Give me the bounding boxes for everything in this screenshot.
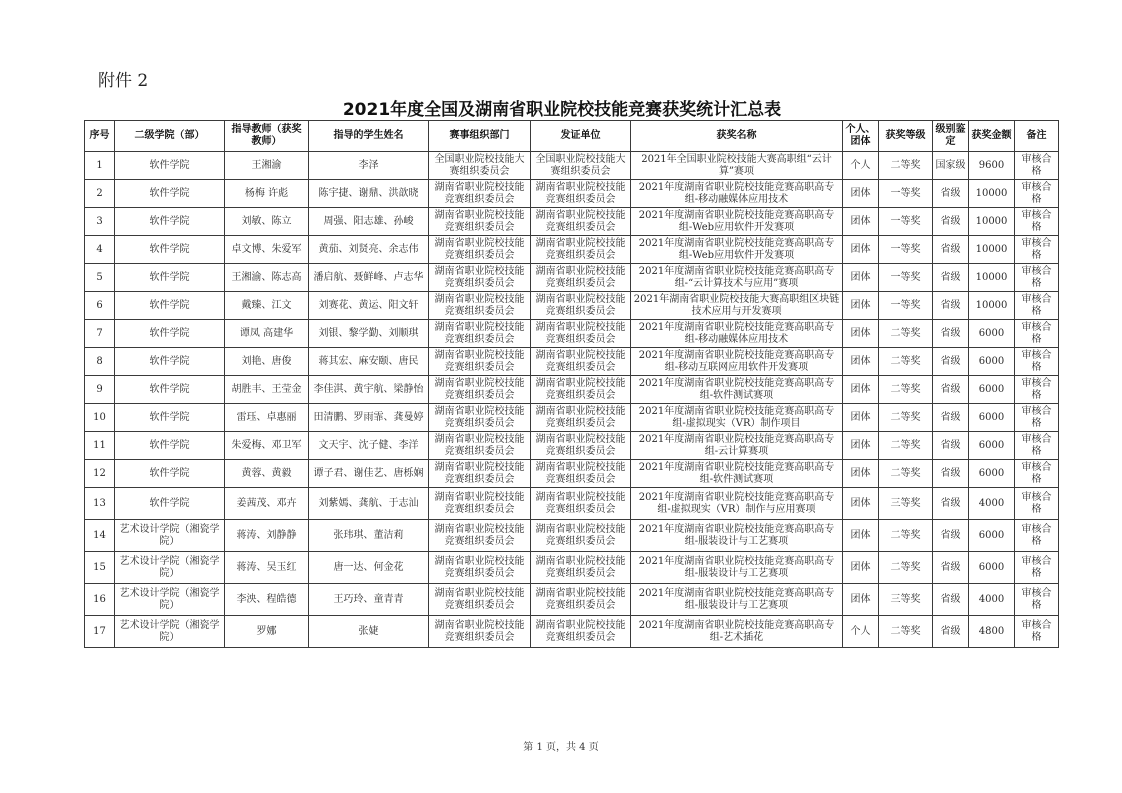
- cell-remark: 审核合格: [1015, 348, 1059, 376]
- table-row: [85, 152, 1059, 180]
- cell-level: 省级: [933, 180, 969, 208]
- cell-award: 2021年度湖南省职业院校技能竞赛高职高专组-艺术插花: [631, 616, 843, 648]
- cell-remark: 审核合格: [1015, 236, 1059, 264]
- cell-students: 周强、阳志雄、孙峻: [309, 208, 429, 236]
- cell-students: 潘启航、聂鲜峰、卢志华: [309, 264, 429, 292]
- cell-students: 张玮琪、董洁莉: [309, 520, 429, 552]
- cell-teachers: 刘艳、唐俊: [225, 348, 309, 376]
- cell-college: 艺术设计学院（湘瓷学院）: [115, 584, 225, 616]
- cell-issuer: 湖南省职业院校技能竞赛组织委员会: [531, 208, 631, 236]
- cell-organizer: 湖南省职业院校技能竞赛组织委员会: [429, 460, 531, 488]
- cell-type: 团体: [843, 376, 879, 404]
- cell-no: 5: [85, 264, 115, 292]
- cell-organizer: 全国职业院校技能大赛组织委员会: [429, 152, 531, 180]
- cell-students: 田清鹏、罗雨霏、龚曼婷: [309, 404, 429, 432]
- cell-teachers: 胡胜丰、王莹金: [225, 376, 309, 404]
- cell-award: 2021年度湖南省职业院校技能竞赛高职高专组-移动融媒体应用技术: [631, 180, 843, 208]
- table-row: [85, 236, 1059, 264]
- cell-grade: 三等奖: [879, 584, 933, 616]
- cell-remark: 审核合格: [1015, 376, 1059, 404]
- cell-level: 省级: [933, 520, 969, 552]
- cell-teachers: 王湘渝、陈志高: [225, 264, 309, 292]
- cell-no: 16: [85, 584, 115, 616]
- cell-award: 2021年度湖南省职业院校技能竞赛高职高专组-“云计算技术与应用”赛项: [631, 264, 843, 292]
- cell-students: 黄茄、刘贤亮、余志伟: [309, 236, 429, 264]
- cell-teachers: 杨梅 许彪: [225, 180, 309, 208]
- cell-award: 2021年度湖南省职业院校技能竞赛高职高专组-移动互联网应用软件开发赛项: [631, 348, 843, 376]
- cell-college: 软件学院: [115, 292, 225, 320]
- cell-no: 6: [85, 292, 115, 320]
- cell-amount: 6000: [969, 320, 1015, 348]
- cell-level: 省级: [933, 488, 969, 520]
- cell-organizer: 湖南省职业院校技能竞赛组织委员会: [429, 236, 531, 264]
- table-row: [85, 616, 1059, 648]
- cell-amount: 6000: [969, 552, 1015, 584]
- cell-students: 文天宇、沈子健、李洋: [309, 432, 429, 460]
- cell-grade: 二等奖: [879, 520, 933, 552]
- cell-award: 2021年全国职业院校技能大赛高职组“云计算”赛项: [631, 152, 843, 180]
- cell-grade: 一等奖: [879, 292, 933, 320]
- cell-grade: 二等奖: [879, 404, 933, 432]
- cell-level: 省级: [933, 616, 969, 648]
- cell-award: 2021年度湖南省职业院校技能竞赛高职高专组-服装设计与工艺赛项: [631, 584, 843, 616]
- cell-organizer: 湖南省职业院校技能竞赛组织委员会: [429, 376, 531, 404]
- cell-amount: 4800: [969, 616, 1015, 648]
- cell-issuer: 湖南省职业院校技能竞赛组织委员会: [531, 320, 631, 348]
- cell-teachers: 谭凤 高建华: [225, 320, 309, 348]
- cell-grade: 二等奖: [879, 460, 933, 488]
- cell-type: 团体: [843, 488, 879, 520]
- cell-college: 软件学院: [115, 488, 225, 520]
- cell-level: 省级: [933, 584, 969, 616]
- cell-grade: 一等奖: [879, 180, 933, 208]
- cell-issuer: 湖南省职业院校技能竞赛组织委员会: [531, 616, 631, 648]
- cell-grade: 二等奖: [879, 152, 933, 180]
- table-row: [85, 520, 1059, 552]
- cell-students: 刘紫嫣、龚航、于志汕: [309, 488, 429, 520]
- cell-college: 软件学院: [115, 264, 225, 292]
- header-grade: 获奖等级: [879, 121, 933, 152]
- header-award: 获奖名称: [631, 121, 843, 152]
- cell-type: 团体: [843, 320, 879, 348]
- cell-remark: 审核合格: [1015, 616, 1059, 648]
- cell-type: 团体: [843, 264, 879, 292]
- cell-level: 省级: [933, 348, 969, 376]
- cell-organizer: 湖南省职业院校技能竞赛组织委员会: [429, 520, 531, 552]
- header-level: 级别鉴定: [933, 121, 969, 152]
- cell-organizer: 湖南省职业院校技能竞赛组织委员会: [429, 208, 531, 236]
- cell-issuer: 湖南省职业院校技能竞赛组织委员会: [531, 488, 631, 520]
- cell-amount: 10000: [969, 236, 1015, 264]
- cell-organizer: 湖南省职业院校技能竞赛组织委员会: [429, 264, 531, 292]
- cell-issuer: 湖南省职业院校技能竞赛组织委员会: [531, 264, 631, 292]
- cell-level: 省级: [933, 264, 969, 292]
- cell-college: 软件学院: [115, 320, 225, 348]
- table-row: [85, 584, 1059, 616]
- cell-amount: 10000: [969, 180, 1015, 208]
- cell-level: 省级: [933, 552, 969, 584]
- cell-no: 4: [85, 236, 115, 264]
- header-no: 序号: [85, 121, 115, 152]
- cell-remark: 审核合格: [1015, 320, 1059, 348]
- cell-no: 3: [85, 208, 115, 236]
- header-students: 指导的学生姓名: [309, 121, 429, 152]
- cell-award: 2021年度湖南省职业院校技能竞赛高职高专组-移动融媒体应用技术: [631, 320, 843, 348]
- cell-organizer: 湖南省职业院校技能竞赛组织委员会: [429, 432, 531, 460]
- cell-no: 7: [85, 320, 115, 348]
- cell-organizer: 湖南省职业院校技能竞赛组织委员会: [429, 404, 531, 432]
- header-type: 个人、团体: [843, 121, 879, 152]
- cell-teachers: 卓文博、朱爱军: [225, 236, 309, 264]
- cell-award: 2021年度湖南省职业院校技能竞赛高职高专组-服装设计与工艺赛项: [631, 552, 843, 584]
- cell-type: 团体: [843, 552, 879, 584]
- cell-issuer: 湖南省职业院校技能竞赛组织委员会: [531, 460, 631, 488]
- cell-teachers: 蒋涛、刘静静: [225, 520, 309, 552]
- cell-college: 软件学院: [115, 236, 225, 264]
- cell-issuer: 全国职业院校技能大赛组织委员会: [531, 152, 631, 180]
- header-teachers: 指导教师（获奖教师）: [225, 121, 309, 152]
- cell-students: 陈宇捷、谢鼎、洪歆晓: [309, 180, 429, 208]
- cell-students: 唐一达、何金花: [309, 552, 429, 584]
- cell-amount: 4000: [969, 488, 1015, 520]
- cell-remark: 审核合格: [1015, 488, 1059, 520]
- cell-college: 软件学院: [115, 208, 225, 236]
- cell-issuer: 湖南省职业院校技能竞赛组织委员会: [531, 348, 631, 376]
- cell-grade: 二等奖: [879, 432, 933, 460]
- cell-grade: 二等奖: [879, 552, 933, 584]
- cell-college: 软件学院: [115, 404, 225, 432]
- table-row: [85, 488, 1059, 520]
- cell-amount: 6000: [969, 460, 1015, 488]
- cell-level: 省级: [933, 320, 969, 348]
- table-row: [85, 460, 1059, 488]
- table-row: [85, 432, 1059, 460]
- cell-no: 14: [85, 520, 115, 552]
- cell-issuer: 湖南省职业院校技能竞赛组织委员会: [531, 520, 631, 552]
- cell-teachers: 刘敏、陈立: [225, 208, 309, 236]
- cell-award: 2021年度湖南省职业院校技能竞赛高职高专组-Web应用软件开发赛项: [631, 236, 843, 264]
- header-organizer: 赛事组织部门: [429, 121, 531, 152]
- table-row: [85, 376, 1059, 404]
- cell-teachers: 王湘渝: [225, 152, 309, 180]
- cell-issuer: 湖南省职业院校技能竞赛组织委员会: [531, 404, 631, 432]
- header-college: 二级学院（部）: [115, 121, 225, 152]
- cell-amount: 10000: [969, 264, 1015, 292]
- cell-students: 刘银、黎学勤、刘顺琪: [309, 320, 429, 348]
- cell-teachers: 雷珏、卓惠丽: [225, 404, 309, 432]
- cell-level: 省级: [933, 404, 969, 432]
- cell-type: 团体: [843, 460, 879, 488]
- cell-no: 13: [85, 488, 115, 520]
- table-row: [85, 180, 1059, 208]
- awards-table: [84, 120, 1059, 648]
- cell-remark: 审核合格: [1015, 520, 1059, 552]
- cell-amount: 6000: [969, 348, 1015, 376]
- cell-type: 团体: [843, 404, 879, 432]
- cell-level: 省级: [933, 460, 969, 488]
- table-row: [85, 348, 1059, 376]
- cell-teachers: 朱爱梅、邓卫军: [225, 432, 309, 460]
- cell-college: 软件学院: [115, 152, 225, 180]
- cell-organizer: 湖南省职业院校技能竞赛组织委员会: [429, 348, 531, 376]
- cell-grade: 二等奖: [879, 320, 933, 348]
- cell-teachers: 黄蓉、黄毅: [225, 460, 309, 488]
- cell-no: 17: [85, 616, 115, 648]
- cell-remark: 审核合格: [1015, 432, 1059, 460]
- cell-remark: 审核合格: [1015, 264, 1059, 292]
- cell-amount: 10000: [969, 208, 1015, 236]
- cell-college: 软件学院: [115, 348, 225, 376]
- cell-college: 软件学院: [115, 460, 225, 488]
- cell-issuer: 湖南省职业院校技能竞赛组织委员会: [531, 432, 631, 460]
- cell-teachers: 蒋涛、吴玉红: [225, 552, 309, 584]
- attachment-label: 附件 2: [98, 71, 149, 91]
- cell-remark: 审核合格: [1015, 180, 1059, 208]
- cell-students: 李泽: [309, 152, 429, 180]
- table-row: [85, 320, 1059, 348]
- cell-teachers: 李泱、程皓德: [225, 584, 309, 616]
- cell-issuer: 湖南省职业院校技能竞赛组织委员会: [531, 236, 631, 264]
- cell-amount: 6000: [969, 404, 1015, 432]
- cell-grade: 一等奖: [879, 236, 933, 264]
- table-row: [85, 552, 1059, 584]
- cell-type: 团体: [843, 180, 879, 208]
- cell-no: 10: [85, 404, 115, 432]
- cell-level: 省级: [933, 376, 969, 404]
- cell-no: 12: [85, 460, 115, 488]
- cell-issuer: 湖南省职业院校技能竞赛组织委员会: [531, 180, 631, 208]
- cell-teachers: 戴臻、江文: [225, 292, 309, 320]
- cell-no: 11: [85, 432, 115, 460]
- cell-organizer: 湖南省职业院校技能竞赛组织委员会: [429, 180, 531, 208]
- cell-issuer: 湖南省职业院校技能竞赛组织委员会: [531, 552, 631, 584]
- cell-type: 团体: [843, 432, 879, 460]
- document-title: 2021年度全国及湖南省职业院校技能竞赛获奖统计汇总表: [342, 100, 782, 120]
- cell-amount: 9600: [969, 152, 1015, 180]
- cell-remark: 审核合格: [1015, 208, 1059, 236]
- cell-amount: 10000: [969, 292, 1015, 320]
- cell-no: 9: [85, 376, 115, 404]
- cell-level: 省级: [933, 432, 969, 460]
- cell-no: 2: [85, 180, 115, 208]
- cell-award: 2021年度湖南省职业院校技能竞赛高职高专组-软件测试赛项: [631, 460, 843, 488]
- cell-amount: 6000: [969, 376, 1015, 404]
- cell-organizer: 湖南省职业院校技能竞赛组织委员会: [429, 292, 531, 320]
- cell-remark: 审核合格: [1015, 460, 1059, 488]
- cell-award: 2021年度湖南省职业院校技能竞赛高职高专组-服装设计与工艺赛项: [631, 520, 843, 552]
- cell-organizer: 湖南省职业院校技能竞赛组织委员会: [429, 552, 531, 584]
- cell-award: 2021年度湖南省职业院校技能竞赛高职高专组-虚拟现实（VR）制作与应用赛项: [631, 488, 843, 520]
- cell-remark: 审核合格: [1015, 292, 1059, 320]
- cell-college: 软件学院: [115, 376, 225, 404]
- header-issuer: 发证单位: [531, 121, 631, 152]
- cell-amount: 4000: [969, 584, 1015, 616]
- cell-level: 省级: [933, 236, 969, 264]
- cell-amount: 6000: [969, 432, 1015, 460]
- cell-students: 李佳淇、黄宇航、梁静怡: [309, 376, 429, 404]
- cell-level: 省级: [933, 292, 969, 320]
- cell-college: 软件学院: [115, 432, 225, 460]
- cell-organizer: 湖南省职业院校技能竞赛组织委员会: [429, 616, 531, 648]
- cell-grade: 二等奖: [879, 376, 933, 404]
- cell-type: 团体: [843, 584, 879, 616]
- table-row: [85, 404, 1059, 432]
- cell-award: 2021年度湖南省职业院校技能竞赛高职高专组-Web应用软件开发赛项: [631, 208, 843, 236]
- header-amount: 获奖金额: [969, 121, 1015, 152]
- cell-college: 软件学院: [115, 180, 225, 208]
- cell-issuer: 湖南省职业院校技能竞赛组织委员会: [531, 584, 631, 616]
- cell-organizer: 湖南省职业院校技能竞赛组织委员会: [429, 320, 531, 348]
- cell-students: 刘赛花、黄运、阳文轩: [309, 292, 429, 320]
- table-row: [85, 208, 1059, 236]
- cell-teachers: 罗娜: [225, 616, 309, 648]
- cell-teachers: 姜茜茂、邓卉: [225, 488, 309, 520]
- cell-award: 2021年湖南省职业院校技能大赛高职组区块链技术应用与开发赛项: [631, 292, 843, 320]
- table-header-row: [85, 121, 1059, 152]
- cell-level: 省级: [933, 208, 969, 236]
- cell-students: 谭子君、谢佳艺、唐栎娴: [309, 460, 429, 488]
- cell-type: 团体: [843, 236, 879, 264]
- cell-college: 艺术设计学院（湘瓷学院）: [115, 520, 225, 552]
- cell-type: 团体: [843, 520, 879, 552]
- cell-type: 团体: [843, 348, 879, 376]
- cell-type: 团体: [843, 292, 879, 320]
- cell-students: 王巧玲、童青青: [309, 584, 429, 616]
- cell-organizer: 湖南省职业院校技能竞赛组织委员会: [429, 488, 531, 520]
- cell-award: 2021年度湖南省职业院校技能竞赛高职高专组-云计算赛项: [631, 432, 843, 460]
- table-row: [85, 292, 1059, 320]
- cell-college: 艺术设计学院（湘瓷学院）: [115, 552, 225, 584]
- cell-type: 团体: [843, 208, 879, 236]
- cell-grade: 三等奖: [879, 488, 933, 520]
- cell-no: 1: [85, 152, 115, 180]
- cell-award: 2021年度湖南省职业院校技能竞赛高职高专组-软件测试赛项: [631, 376, 843, 404]
- cell-type: 个人: [843, 616, 879, 648]
- cell-remark: 审核合格: [1015, 552, 1059, 584]
- cell-students: 张婕: [309, 616, 429, 648]
- cell-issuer: 湖南省职业院校技能竞赛组织委员会: [531, 292, 631, 320]
- cell-remark: 审核合格: [1015, 404, 1059, 432]
- cell-grade: 二等奖: [879, 348, 933, 376]
- page-footer: 第 1 页，共 4 页: [523, 742, 599, 753]
- cell-no: 15: [85, 552, 115, 584]
- cell-type: 个人: [843, 152, 879, 180]
- table-row: [85, 264, 1059, 292]
- cell-award: 2021年度湖南省职业院校技能竞赛高职高专组-虚拟现实（VR）制作项目: [631, 404, 843, 432]
- cell-remark: 审核合格: [1015, 152, 1059, 180]
- cell-grade: 二等奖: [879, 616, 933, 648]
- cell-issuer: 湖南省职业院校技能竞赛组织委员会: [531, 376, 631, 404]
- cell-organizer: 湖南省职业院校技能竞赛组织委员会: [429, 584, 531, 616]
- header-remark: 备注: [1015, 121, 1059, 152]
- cell-college: 艺术设计学院（湘瓷学院）: [115, 616, 225, 648]
- cell-remark: 审核合格: [1015, 584, 1059, 616]
- cell-amount: 6000: [969, 520, 1015, 552]
- cell-level: 国家级: [933, 152, 969, 180]
- cell-no: 8: [85, 348, 115, 376]
- cell-grade: 一等奖: [879, 264, 933, 292]
- cell-grade: 一等奖: [879, 208, 933, 236]
- cell-students: 蒋其宏、麻安颐、唐民: [309, 348, 429, 376]
